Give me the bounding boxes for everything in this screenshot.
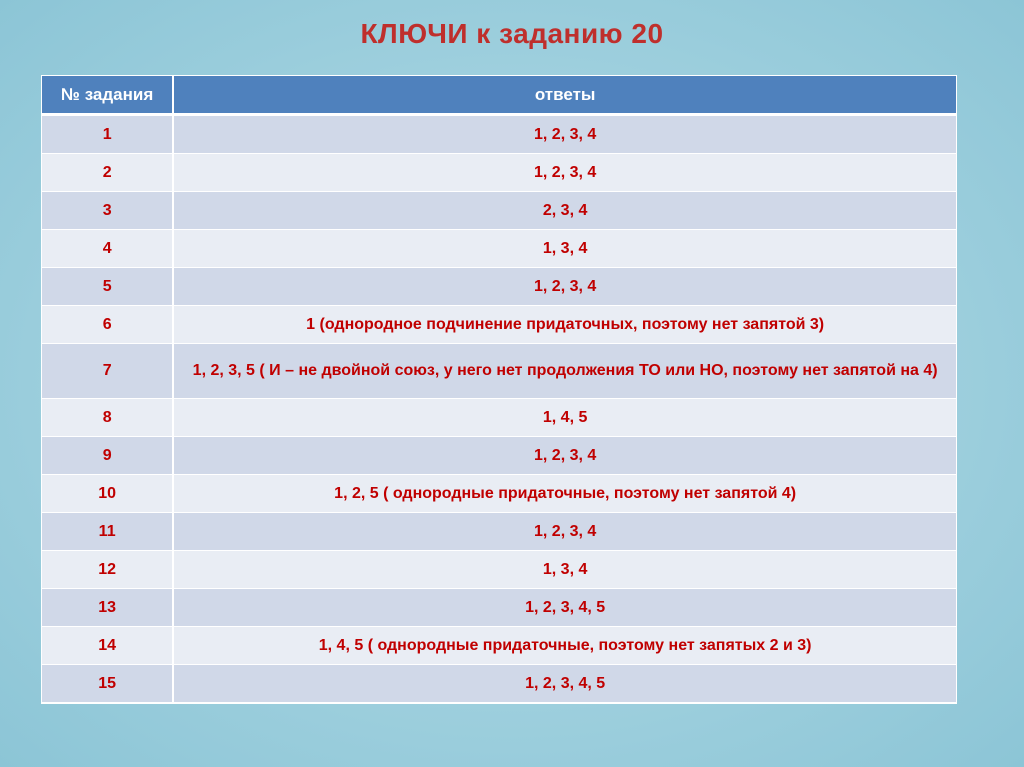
table-row xyxy=(42,115,956,154)
answer-cell: 1, 2, 5 ( однородные придаточные, поэтому нет запятой 4) xyxy=(173,475,956,513)
table-row xyxy=(42,437,956,475)
answer-cell: 1, 2, 3, 4, 5 xyxy=(173,665,956,703)
answer-cell: 1, 4, 5 ( однородные придаточные, поэтому нет запятых 2 и 3) xyxy=(173,627,956,665)
answer-cell: 1, 3, 4 xyxy=(173,551,956,589)
task-number-cell: 3 xyxy=(42,192,173,230)
answer-cell: 1, 2, 3, 4 xyxy=(173,115,956,154)
task-number-cell: 13 xyxy=(42,589,173,627)
answer-cell: 2, 3, 4 xyxy=(173,192,956,230)
table-header-row xyxy=(42,76,956,115)
task-number-cell: 1 xyxy=(42,115,173,154)
task-number-cell: 5 xyxy=(42,268,173,306)
answer-cell: 1, 4, 5 xyxy=(173,399,956,437)
page-title: КЛЮЧИ к заданию 20 xyxy=(360,18,664,49)
answer-cell: 1, 2, 3, 4, 5 xyxy=(173,589,956,627)
table-row xyxy=(42,344,956,399)
answer-cell: 1 (однородное подчинение придаточных, поэтому нет запятой 3) xyxy=(173,306,956,344)
answer-cell: 1, 2, 3, 4 xyxy=(173,437,956,475)
answer-key-table xyxy=(41,75,957,704)
header-answers: ответы xyxy=(173,76,956,115)
task-number-cell: 7 xyxy=(42,344,173,399)
table-row xyxy=(42,268,956,306)
table-row xyxy=(42,627,956,665)
task-number-cell: 6 xyxy=(42,306,173,344)
table-row xyxy=(42,475,956,513)
task-number-cell: 14 xyxy=(42,627,173,665)
task-number-cell: 12 xyxy=(42,551,173,589)
answer-cell: 1, 2, 3, 4 xyxy=(173,268,956,306)
answer-cell: 1, 2, 3, 5 ( И – не двойной союз, у него нет продолжения ТО или НО, поэтому нет запятой на 4) xyxy=(173,344,956,399)
table xyxy=(42,76,956,703)
task-number-cell: 9 xyxy=(42,437,173,475)
table-row xyxy=(42,589,956,627)
table-row xyxy=(42,513,956,551)
table-row xyxy=(42,154,956,192)
table-row xyxy=(42,192,956,230)
task-number-cell: 8 xyxy=(42,399,173,437)
task-number-cell: 11 xyxy=(42,513,173,551)
table-row xyxy=(42,230,956,268)
task-number-cell: 15 xyxy=(42,665,173,703)
table-row xyxy=(42,551,956,589)
answer-cell: 1, 2, 3, 4 xyxy=(173,513,956,551)
answer-cell: 1, 3, 4 xyxy=(173,230,956,268)
task-number-cell: 2 xyxy=(42,154,173,192)
table-row xyxy=(42,399,956,437)
answer-cell: 1, 2, 3, 4 xyxy=(173,154,956,192)
task-number-cell: 4 xyxy=(42,230,173,268)
table-row xyxy=(42,665,956,703)
table-row xyxy=(42,306,956,344)
task-number-cell: 10 xyxy=(42,475,173,513)
header-task-number: № задания xyxy=(42,76,173,115)
